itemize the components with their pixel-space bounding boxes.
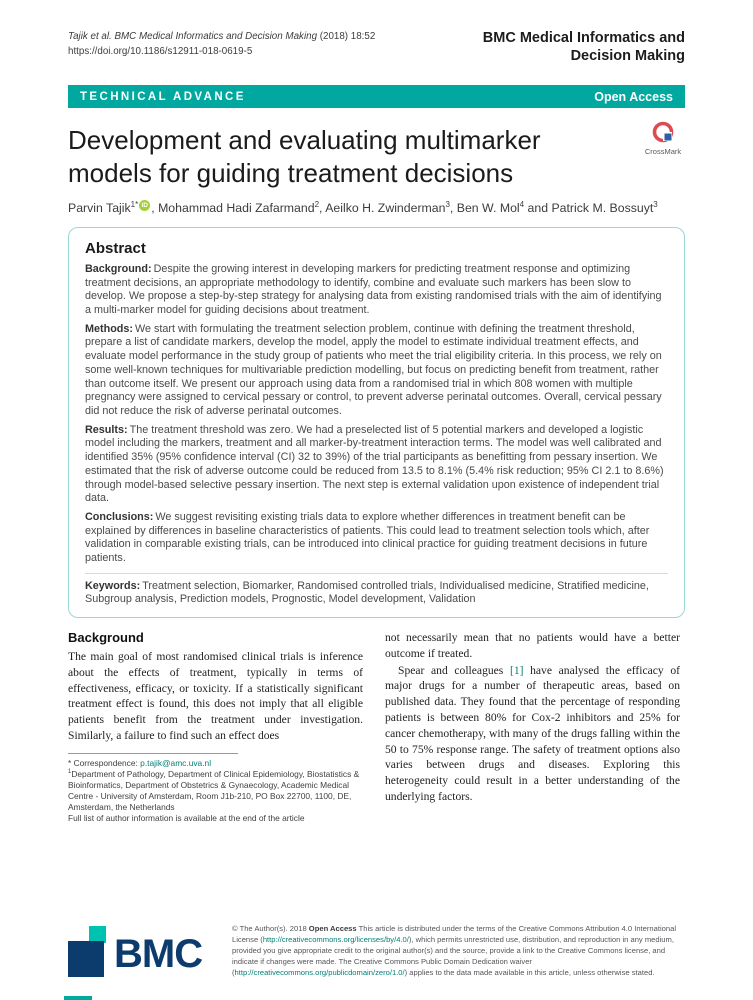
abstract-section-methods (85, 323, 668, 419)
author-separator: , (151, 200, 159, 215)
section-label: Results: (85, 423, 128, 436)
license-body: This article is distributed under the terms of the Creative Commons Attribution 4.0 International License ( (232, 924, 677, 944)
paragraph-text: Spear and colleagues (398, 663, 510, 677)
author-info-note: Full list of author information is available at the end of the article (68, 813, 305, 824)
bmc-logo-text: BMC (114, 932, 203, 976)
article-title: Development and evaluating multimarker models for guiding treatment decisions (68, 125, 541, 189)
author-sup: 2 (314, 199, 320, 209)
body-columns (68, 630, 685, 824)
footnote-block (68, 753, 363, 825)
author-sup: 4 (519, 199, 525, 209)
keywords-label: Keywords: (85, 579, 141, 592)
footnote-divider (68, 753, 238, 754)
author-separator: , (449, 200, 457, 215)
journal-name (483, 30, 685, 65)
author-name: Mohammad Hadi Zafarmand (158, 200, 315, 215)
keywords-text: Treatment selection, Biomarker, Randomised controlled trials, Individualised medicine, Stratified medicine, Subgroup analysis, Prediction models, Prognostic, Model development, Validation (85, 579, 649, 606)
article-type-banner (68, 85, 685, 108)
citation-line (68, 30, 375, 45)
abstract-box (68, 227, 685, 618)
page-edge-mark (64, 996, 92, 1000)
paragraph-text: have analysed the efficacy of major drugs for a number of therapeutic areas, based on published data. They found that the percentage of responding patients is between 80% for Cox-2 inhibitors and 25% for cancer chemotherapy, with many of the drugs falling within the 50 to 75% response range. The safety of treatment options also varies between drugs and diseases. Exploring this heterogeneity could result in a better understanding of the underlying factors. (385, 663, 681, 803)
citation-issue: (2018) 18:52 (317, 31, 376, 42)
section-text: The treatment threshold was zero. We had a preselected list of 5 potential markers and developed a logistic model including the markers, treatment and all marker-by-treatment interaction terms. The model was well calibrated and identified 35% (95% confidence interval (CI) 32 to 39%) of the trial participants as benefitting from pessary insertion. We estimated that the risk of adverse outcome could be reduced from 13.5 to 8.1% (5.4% risk reduction; 95% CI 2.1 to 8.6%) through model-based selective pessary insertion. The next step is external validation upon existence of independent trial data. (85, 423, 664, 505)
orcid-icon[interactable]: iD (139, 200, 150, 211)
license-body: ), which permits unrestricted use, distribution, and reproduction in any medium, provided you give appropriate credit to the original author(s) and the source, provide a link to the Creative Commons license, and indicate if changes were made. The Creative Commons Public Domain Dedication waiver ( (232, 934, 674, 977)
crossmark-label: CrossMark (644, 147, 682, 156)
license-link-1[interactable]: http://creativecommons.org/licenses/by/4.0/ (262, 934, 409, 944)
correspondence-email-link[interactable]: p.tajik@amc.uva.nl (140, 757, 212, 768)
section-text: We suggest revisiting existing trials data to explore whether differences in treatment benefit can be explained by differences in baseline characteristics of patients. This could lead to treatment selection tools which, after validation in comparable existing trials, can be introduced into clinical practice for guiding treatment decisions in future patients. (85, 510, 650, 565)
doi-link[interactable]: https://doi.org/10.1186/s12911-018-0619-5 (68, 45, 253, 57)
section-text: Despite the growing interest in developing markers for predicting treatment response and optimizing treatment decisions, an appropriate methodology to identify, combine and evaluate such markers has been slow to develop. We propose a step-by-step strategy for analysing data from existing randomised trials with the aim of identifying a multi-marker model for guiding decisions about treatment. (85, 262, 662, 317)
reference-link-1[interactable]: [1] (509, 663, 524, 677)
section-label: Background: (85, 262, 152, 275)
column-left (68, 630, 363, 824)
body-paragraph (385, 663, 680, 805)
correspondence-note (68, 758, 363, 769)
abstract-heading: Abstract (85, 239, 146, 257)
section-text: We start with formulating the treatment selection problem, continue with defining the treatment threshold, prepare a list of candidate markers, develop the model, apply the model to estimate individual treatment effects, and evaluate model performance in the study group of patients who meet the trial eligibility criteria. In this process, we rely on some well-known techniques for multivariable prediction modelling, but focus on predicting benefit from treatment, rather than outcome itself. We present our approach using data from a randomised trial in which 808 women with multiple pregnancy were assigned to cervical pessary or control, to prevent adverse perinatal outcomes. Overall, cervical pessary did not reduce the risk of adverse perinatal outcomes. (85, 322, 662, 417)
bmc-logo (68, 924, 216, 984)
citation-block (68, 30, 375, 59)
affiliation-text: Department of Pathology, Department of Clinical Epidemiology, Biostatistics & Bioinformatics, Department of Obstetrics & Gynaecology, Academic Medical Centre - University of Amsterdam, Room J1b-210, PO Box 22700, 1100, DE, Amsterdam, the Netherlands (68, 768, 360, 813)
bmc-logo-square-navy (68, 941, 104, 977)
keywords-section (85, 573, 668, 607)
correspondence-label: * Correspondence: (68, 757, 141, 768)
license-open-access: Open Access (308, 924, 357, 933)
open-access-label: Open Access (594, 89, 673, 104)
citation-journal: Tajik et al. BMC Medical Informatics and Decision Making (68, 31, 318, 42)
author-name: Parvin Tajik (68, 200, 131, 215)
page-header (68, 30, 685, 65)
license-link-2[interactable]: http://creativecommons.org/publicdomain/zero/1.0/ (234, 967, 405, 977)
affiliation-note (68, 769, 363, 813)
section-label: Conclusions: (85, 510, 154, 523)
abstract-section-results (85, 424, 668, 506)
author-sup: 3 (653, 199, 658, 209)
author-sup: 3 (445, 199, 450, 209)
background-heading: Background (68, 630, 144, 646)
license-text (232, 924, 691, 979)
crossmark-icon[interactable] (635, 120, 691, 146)
article-type-label: TECHNICAL ADVANCE (80, 90, 246, 103)
abstract-section-conclusions (85, 511, 668, 566)
journal-name-line2: Decision Making (570, 47, 685, 64)
crossmark-badge[interactable] (635, 120, 691, 156)
journal-name-line1: BMC Medical Informatics and (482, 30, 685, 46)
page-footer (68, 924, 691, 984)
abstract-section-background (85, 263, 668, 318)
license-prefix: © The Author(s). 2018 (232, 924, 309, 933)
body-paragraph: not necessarily mean that no patients would have a better outcome if treated. (385, 631, 680, 660)
author-separator: , (319, 200, 326, 215)
affiliation-sup: 1 (68, 769, 72, 776)
author-sup: 1* (130, 199, 139, 209)
section-label: Methods: (85, 322, 133, 335)
body-paragraph: The main goal of most randomised clinical trials is inference about the effects of treatment, typically in terms of effectiveness, efficacy, or toxicity. If a statistically significant treatment effect is found, this does not imply that all eligible patients benefit from the treatment under investigation. Similarly, a failure to find such an effect does (68, 650, 363, 742)
author-separator: and (524, 200, 552, 215)
author-name: Aeilko H. Zwinderman (325, 200, 446, 215)
author-name: Patrick M. Bossuyt (551, 200, 654, 215)
author-list (68, 200, 685, 215)
column-right (385, 630, 680, 824)
license-body: ) applies to the data made available in this article, unless otherwise stated. (404, 967, 655, 977)
author-name: Ben W. Mol (456, 200, 520, 215)
